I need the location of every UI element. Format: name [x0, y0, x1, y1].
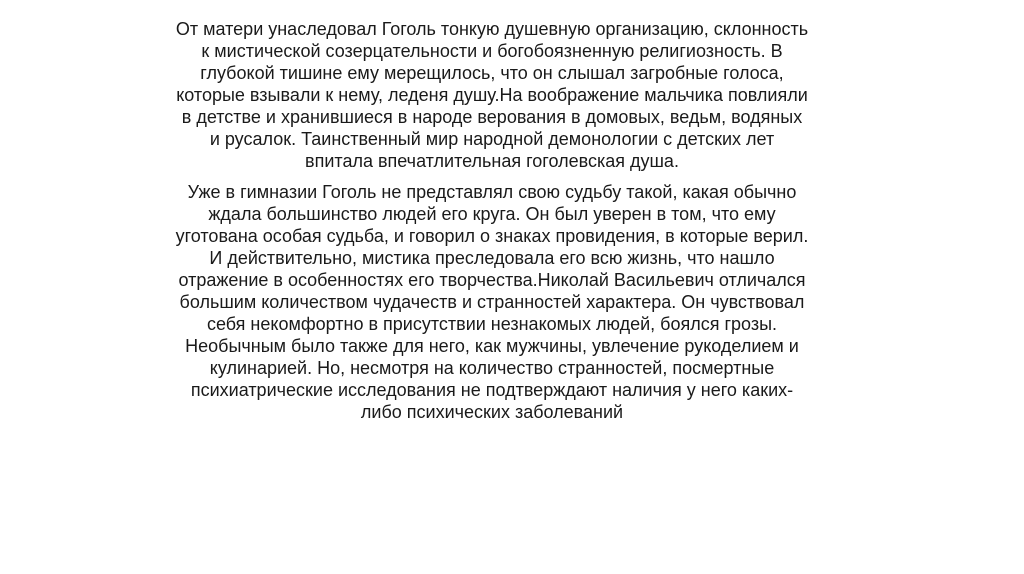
text-line: и русалок. Таинственный мир народной демонологии с детских лет: [209, 129, 775, 149]
text-line: большим количеством чудачеств и странностей характера. Он чувствовал: [179, 292, 805, 312]
text-line: ждала большинство людей его круга. Он был уверен в том, что ему: [208, 204, 776, 224]
text-line: отражение в особенностях его творчества.Николай Васильевич отличался: [178, 270, 806, 290]
text-line: себя некомфортно в присутствии незнакомых людей, боялся грозы.: [206, 314, 778, 334]
text-line: которые взывали к нему, леденя душу.На воображение мальчика повлияли: [176, 85, 808, 105]
paragraph-gymnasium-mysticism: [142, 181, 842, 423]
paragraph-mother-influence: [142, 18, 842, 172]
text-line: От матери унаследовал Гоголь тонкую душевную организацию, склонность: [175, 19, 809, 39]
text-line: в детстве и хранившиеся в народе верования в домовых, ведьм, водяных: [181, 107, 803, 127]
text-line: Уже в гимназии Гоголь не представлял свою судьбу такой, какая обычно: [187, 182, 797, 202]
text-line: И действительно, мистика преследовала его всю жизнь, что нашло: [209, 248, 775, 268]
text-line: либо психических заболеваний: [360, 402, 624, 422]
text-line: к мистической созерцательности и богобоязненную религиозность. В: [201, 41, 783, 61]
text-line: психиатрические исследования не подтверждают наличия у него каких-: [190, 380, 794, 400]
text-line: Необычным было также для него, как мужчины, увлечение рукоделием и: [185, 336, 799, 356]
text-line: глубокой тишине ему мерещилось, что он слышал загробные голоса,: [200, 63, 784, 83]
slide-text-block: [142, 18, 842, 423]
text-line: впитала впечатлительная гоголевская душа.: [305, 151, 679, 171]
text-line: кулинарией. Но, несмотря на количество странностей, посмертные: [209, 358, 775, 378]
text-line: уготована особая судьба, и говорил о знаках провидения, в которые верил.: [175, 226, 809, 246]
